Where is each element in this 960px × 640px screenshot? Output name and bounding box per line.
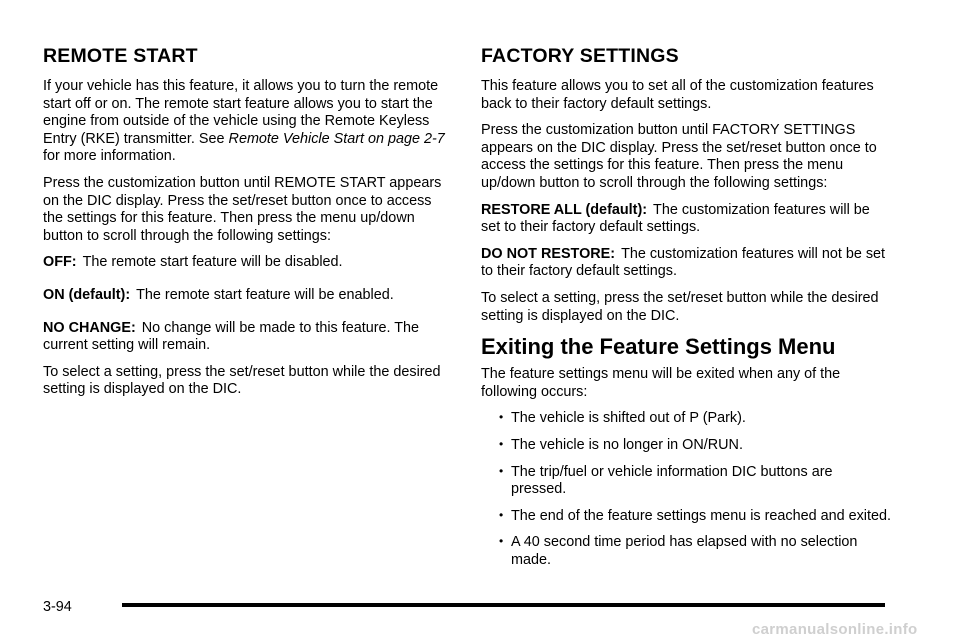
remote-start-heading: REMOTE START xyxy=(43,45,198,67)
exit-conditions-list xyxy=(481,410,891,569)
list-item-text: The end of the feature settings menu is reached and exited. xyxy=(511,507,891,524)
bullet-icon: • xyxy=(499,463,504,478)
list-item xyxy=(481,410,891,428)
list-item-text: A 40 second time period has elapsed with no selection made. xyxy=(511,534,858,568)
page-number: 3-94 xyxy=(43,599,72,615)
option-no-change xyxy=(43,320,445,355)
option-label: ON (default): xyxy=(43,286,131,303)
footer-rule xyxy=(122,603,885,607)
list-item xyxy=(481,437,891,455)
cross-reference-link[interactable]: Remote Vehicle Start on page 2-7 xyxy=(228,130,445,147)
option-restore-all xyxy=(481,202,891,237)
bullet-icon: • xyxy=(499,507,504,522)
list-item xyxy=(481,464,891,499)
factory-settings-closing: To select a setting, press the set/reset button while the desired setting is displayed on the DIC. xyxy=(481,289,879,324)
option-on-default xyxy=(43,287,445,305)
remote-start-intro xyxy=(43,78,445,166)
option-text: The customization features will be set to their factory default settings. xyxy=(481,201,870,236)
option-text: The customization features will not be set to their factory default settings. xyxy=(481,245,886,280)
factory-settings-heading: FACTORY SETTINGS xyxy=(481,45,679,67)
remote-start-closing: To select a setting, press the set/reset button while the desired setting is displayed on the DIC. xyxy=(43,363,441,398)
exit-menu-heading: Exiting the Feature Settings Menu xyxy=(481,334,836,360)
remote-start-instructions: Press the customization button until REMOTE START appears on the DIC display. Press the set/reset button once to access the settings for this feature. Then press the menu up/down button to scroll through the following settings: xyxy=(43,174,442,244)
factory-settings-intro: This feature allows you to set all of the customization features back to their factory default settings. xyxy=(481,78,874,112)
list-item-text: The vehicle is shifted out of P (Park). xyxy=(511,410,746,427)
bullet-icon: • xyxy=(499,534,504,549)
option-text: No change will be made to this feature. The current setting will remain. xyxy=(43,319,420,354)
intro-tail: for more information. xyxy=(43,148,176,165)
bullet-icon: • xyxy=(499,410,504,425)
option-label: RESTORE ALL (default): xyxy=(481,201,648,218)
list-item xyxy=(481,534,891,569)
list-item-text: The vehicle is no longer in ON/RUN. xyxy=(511,436,743,453)
bullet-icon: • xyxy=(499,436,504,451)
list-item xyxy=(481,508,891,526)
option-do-not-restore xyxy=(481,246,891,281)
option-label: NO CHANGE: xyxy=(43,319,136,336)
watermark: carmanualsonline.info xyxy=(752,621,918,638)
option-label: OFF: xyxy=(43,254,77,271)
option-text: The remote start feature will be enabled. xyxy=(136,286,394,303)
left-column xyxy=(43,44,445,408)
factory-settings-instructions: Press the customization button until FACTORY SETTINGS appears on the DIC display. Press the set/reset button once to access the settings for this feature. Then press the menu up/down button to scroll through the following settings: xyxy=(481,122,877,191)
list-item-text: The trip/fuel or vehicle information DIC buttons are pressed. xyxy=(511,463,833,498)
option-text: The remote start feature will be disabled. xyxy=(82,254,343,271)
option-off xyxy=(43,254,445,272)
right-column xyxy=(481,44,891,578)
exit-menu-intro: The feature settings menu will be exited when any of the following occurs: xyxy=(481,366,841,400)
option-label: DO NOT RESTORE: xyxy=(481,245,616,262)
intro-text: If your vehicle has this feature, it allows you to turn the remote start off or on. The remote start feature allows you to start the engine from outside of the vehicle using the Remote Keyless Entry (RKE) transmitter. See xyxy=(43,78,439,147)
